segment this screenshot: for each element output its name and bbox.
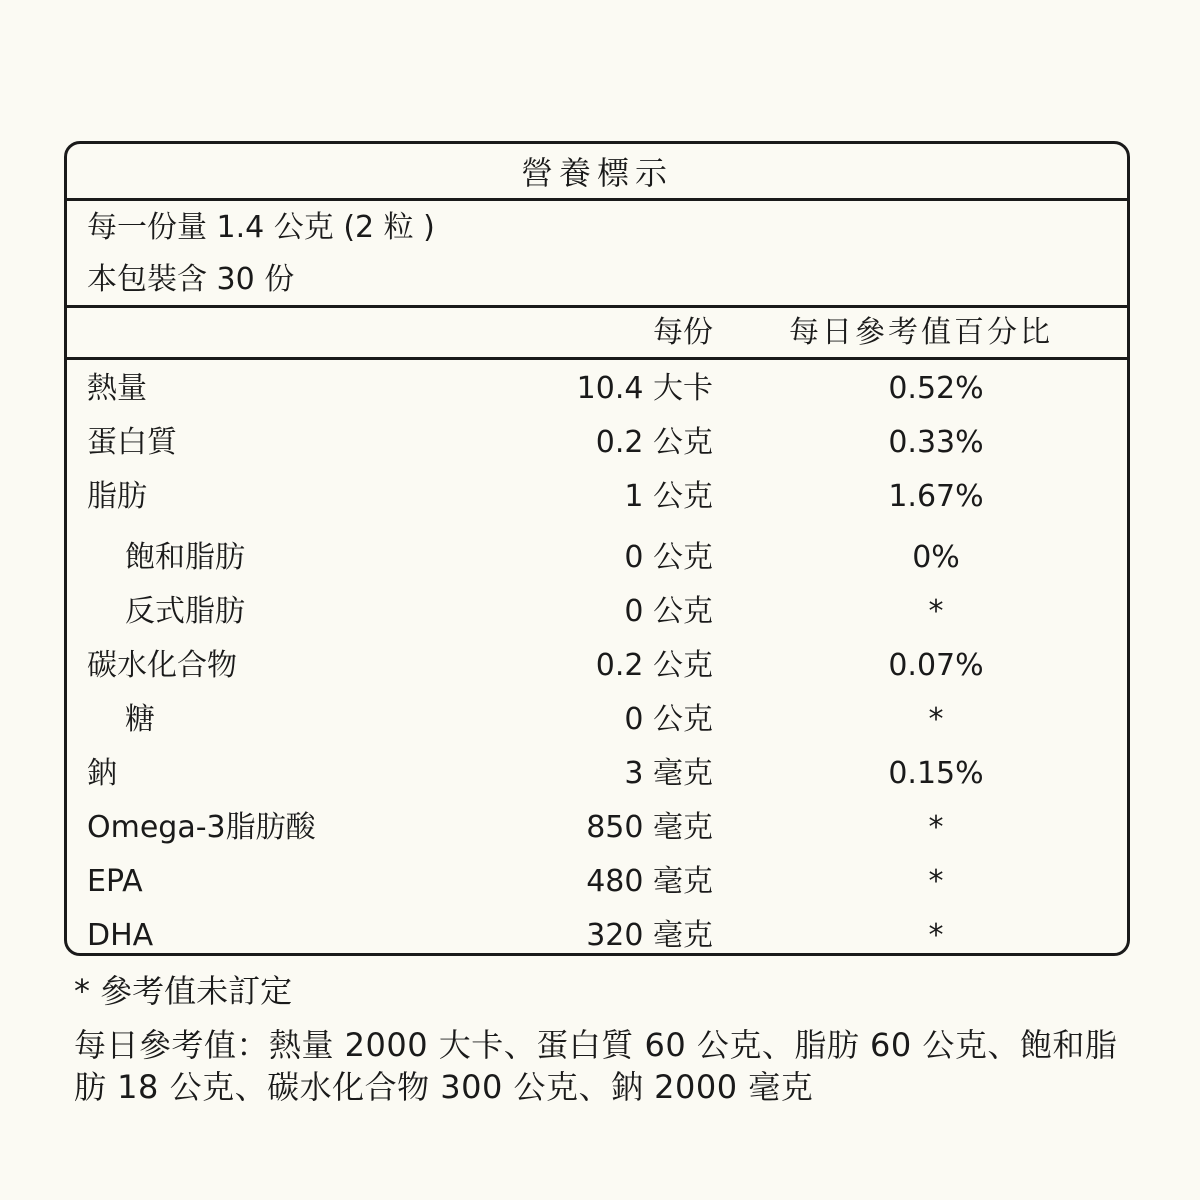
nutrient-name: 碳水化合物: [87, 648, 237, 683]
footnotes: [74, 970, 1144, 1108]
nutrient-row: [67, 531, 1127, 585]
nutrient-daily-value: *: [928, 918, 944, 953]
undefined-reference-note: * 參考值未訂定: [74, 972, 293, 1010]
nutrient-daily-value: *: [928, 594, 944, 629]
nutrient-per-serving: 1 公克: [624, 479, 713, 514]
nutrient-daily-value: *: [928, 702, 944, 737]
nutrient-name: 鈉: [87, 756, 117, 791]
nutrient-row: [67, 362, 1127, 416]
nutrient-per-serving: 0.2 公克: [595, 425, 713, 460]
nutrient-daily-value: *: [928, 810, 944, 845]
nutrient-daily-value: *: [928, 864, 944, 899]
nutrient-daily-value: 0.15%: [888, 756, 984, 791]
nutrient-per-serving: 3 毫克: [624, 756, 713, 791]
nutrient-row: [67, 693, 1127, 747]
nutrient-daily-value: 0.52%: [888, 371, 984, 406]
nutrient-name: 糖: [125, 702, 155, 737]
daily-reference-note: 每日參考值：熱量 2000 大卡、蛋白質 60 公克、脂肪 60 公克、飽和脂肪 18 公克、碳水化合物 300 公克、鈉 2000 毫克: [74, 1026, 1118, 1106]
nutrient-per-serving: 0.2 公克: [595, 648, 713, 683]
nutrient-per-serving: 850 毫克: [586, 810, 713, 845]
nutrition-label-panel: [64, 141, 1130, 956]
serving-size: 每一份量 1.4 公克 (2 粒 ): [87, 210, 435, 245]
nutrient-name: 熱量: [87, 371, 147, 406]
nutrient-per-serving: 480 毫克: [586, 864, 713, 899]
nutrient-per-serving: 10.4 大卡: [576, 371, 713, 406]
nutrient-name: 脂肪: [87, 479, 147, 514]
nutrient-daily-value: 0%: [912, 540, 960, 575]
serving-info: [67, 201, 1127, 308]
nutrient-name: 飽和脂肪: [125, 540, 245, 575]
nutrient-row: [67, 585, 1127, 639]
nutrient-daily-value: 0.07%: [888, 648, 984, 683]
daily-value-header: 每日參考值百分比: [789, 315, 1053, 350]
nutrient-row: [67, 639, 1127, 693]
nutrient-row: [67, 855, 1127, 909]
per-serving-header: 每份: [653, 315, 713, 350]
nutrient-row: [67, 416, 1127, 470]
nutrient-per-serving: 0 公克: [624, 594, 713, 629]
nutrient-name: Omega-3脂肪酸: [87, 810, 316, 845]
nutrient-name: EPA: [87, 864, 143, 899]
nutrient-name: 反式脂肪: [125, 594, 245, 629]
nutrient-daily-value: 0.33%: [888, 425, 984, 460]
servings-per-pack: 本包裝含 30 份: [87, 262, 295, 297]
label-title: 營養標示: [67, 144, 1127, 201]
nutrient-name: DHA: [87, 918, 154, 953]
nutrient-row: [67, 801, 1127, 855]
nutrient-per-serving: 320 毫克: [586, 918, 713, 953]
nutrient-daily-value: 1.67%: [888, 479, 984, 514]
nutrient-row: [67, 747, 1127, 801]
nutrient-row: [67, 470, 1127, 524]
column-header-row: [67, 308, 1127, 360]
nutrient-name: 蛋白質: [87, 425, 177, 460]
nutrient-per-serving: 0 公克: [624, 540, 713, 575]
nutrient-row: [67, 909, 1127, 956]
nutrient-per-serving: 0 公克: [624, 702, 713, 737]
